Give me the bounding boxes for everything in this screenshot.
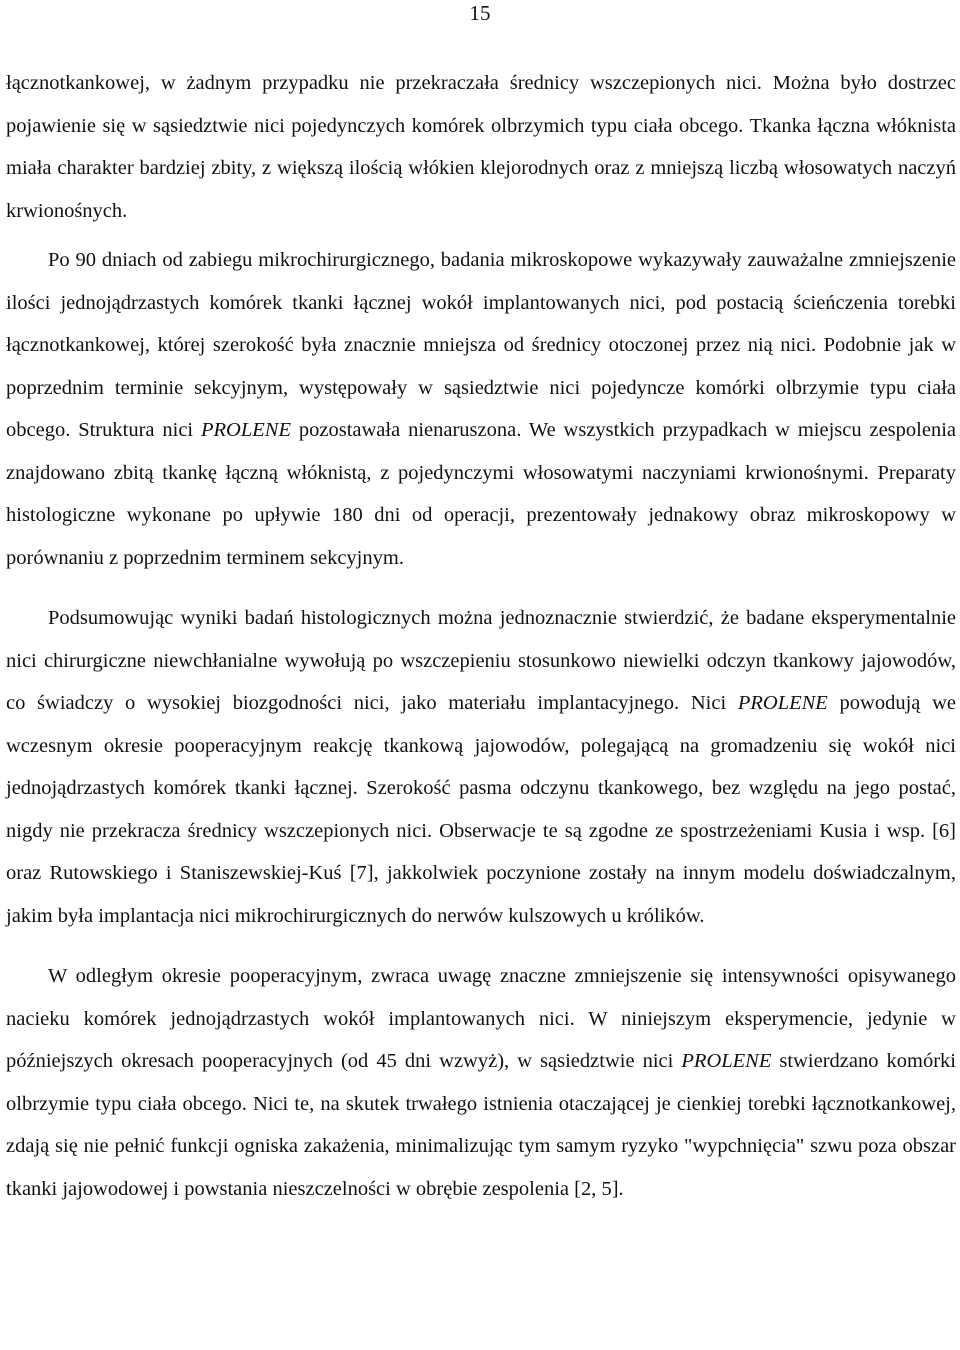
paragraph-3-text-b: powodują we wczesnym okresie pooperacyjnym reakcję tkankową jajowodów, polegającą na gromadzeniu się wokół nici jednojądrzastych komórek tkanki łącznej. Szerokość pasma odczynu tkankowego, bez względu na jego postać, nigdy nie przekracza średnicy wszczepionych nici. Obserwacje te są zgodne ze spostrzeżeniami Kusia i wsp. [6] oraz Rutowskiego i Staniszewskiej-Kuś [7], jakkolwiek poczynione zostały na innym modelu doświadczalnym, jakim była implantacja nici mikrochirurgicznych do nerwów kulszowych u królików.	[6, 692, 956, 927]
paragraph-4	[6, 955, 956, 1210]
paragraph-2	[6, 239, 956, 579]
prolene-term: PROLENE	[681, 1050, 772, 1072]
paragraph-1	[6, 62, 956, 232]
prolene-term: PROLENE	[201, 419, 291, 441]
document-body	[6, 62, 956, 1210]
paragraph-3-text-a: Podsumowując wyniki badań histologicznych można jednoznacznie stwierdzić, że badane eksperymentalnie nici chirurgiczne niewchłanialne wywołują po wszczepieniu stosunkowo niewielki odczyn tkankowy jajowodów, co świadczy o wysokiej biozgodności nici, jako materiału implantacyjnego. Nici	[6, 607, 956, 714]
paragraph-4-text-a: W odległym okresie pooperacyjnym, zwraca uwagę znaczne zmniejszenie się intensywności opisywanego nacieku komórek jednojądrzastych wokół implantowanych nici. W niniejszym eksperymencie, jedynie w późniejszych okresach pooperacyjnych (od 45 dni wzwyż), w sąsiedztwie nici	[6, 965, 956, 1072]
paragraph-4-text-b: stwierdzano komórki olbrzymie typu ciała obcego. Nici te, na skutek trwałego istnienia otaczającej je cienkiej torebki łącznotkankowej, zdają się nie pełnić funkcji ogniska zakażenia, minimalizując tym samym ryzyko "wypchnięcia" szwu poza obszar tkanki jajowodowej i powstania nieszczelności w obrębie zespolenia [2, 5].	[6, 1050, 956, 1200]
paragraph-2-text-a: Po 90 dniach od zabiegu mikrochirurgicznego, badania mikroskopowe wykazywały zauważalne zmniejszenie ilości jednojądrzastych komórek tkanki łącznej wokół implantowanych nici, pod postacią ścieńczenia torebki łącznotkankowej, której szerokość była znacznie mniejsza od średnicy otoczonej przez nią nici. Podobnie jak w poprzednim terminie sekcyjnym, występowały w sąsiedztwie nici pojedyncze komórki olbrzymie typu ciała obcego. Struktura nici	[6, 249, 956, 441]
paragraph-3	[6, 597, 956, 937]
paragraph-2-text-b: pozostawała nienaruszona. We wszystkich przypadkach w miejscu zespolenia znajdowano zbitą tkankę łączną włóknistą, z pojedynczymi włosowatymi naczyniami krwionośnymi. Preparaty histologiczne wykonane po upływie 180 dni od operacji, prezentowały jednakowy obraz mikroskopowy w porównaniu z poprzednim terminem sekcyjnym.	[6, 419, 956, 569]
prolene-term: PROLENE	[737, 692, 828, 714]
paragraph-1-text: łącznotkankowej, w żadnym przypadku nie przekraczała średnicy wszczepionych nici. Można było dostrzec pojawienie się w sąsiedztwie nici pojedynczych komórek olbrzymich typu ciała obcego. Tkanka łączna włóknista miała charakter bardziej zbity, z większą ilością włókien klejorodnych oraz z mniejszą liczbą włosowatych naczyń krwionośnych.	[6, 72, 956, 222]
page-number: 15	[469, 1, 491, 25]
